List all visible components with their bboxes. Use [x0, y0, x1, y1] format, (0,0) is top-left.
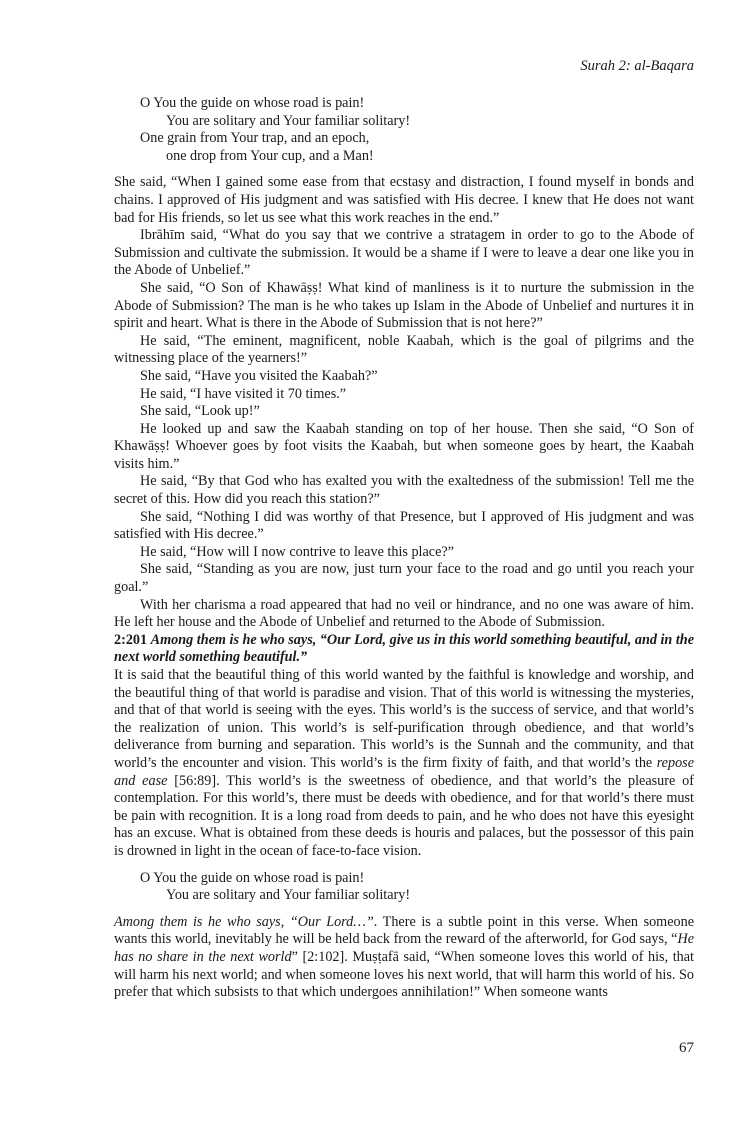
verse-heading — [114, 632, 694, 667]
poem-line: O You the guide on whose road is pain! — [140, 869, 365, 886]
page-number: 67 — [679, 1040, 694, 1056]
story-paragraph: He said, “I have visited it 70 times.” — [140, 385, 347, 402]
poem-line: You are solitary and Your familiar solitary! — [166, 887, 411, 904]
story-paragraph: He said, “By that God who has exalted you with the exaltedness of the submission! Tell me the secret of this. How did you reach this station?” — [114, 473, 694, 508]
commentary-text: It is said that the beautiful thing of this world wanted by the faithful is knowledge and worship, and the beautiful thing of that world is paradise and vision. That of this world is witnessing the mysteries, and that of that world is seeing with the eyes. This world’s is the success of service, and that world’s the realization of union. This world’s is self-purification through obedience, and that world’s deliverance from burning and separation. This world’s is the Sunnah and the community, and that world’s the encounter and vision. This world’s is the firm fixity of faith, and that world’s the — [114, 667, 694, 771]
story-paragraph: He looked up and saw the Kaabah standing on top of her house. Then she said, “O Son of Khawāṣṣ! Whoever goes by foot visits the Kaabah, but when someone goes by heart, the Kaabah visits him.” — [114, 420, 694, 472]
quran-quote: He has no share in the next world — [114, 931, 694, 965]
story-paragraph: He said, “The eminent, magnificent, noble Kaabah, which is the goal of pilgrims and the witnessing place of the yearners!” — [114, 332, 694, 367]
poem-line: One grain from Your trap, and an epoch, — [140, 130, 370, 147]
quran-quote: repose and ease — [114, 754, 694, 789]
story-paragraph: She said, “When I gained some ease from that ecstasy and distraction, I found myself in bonds and chains. I approved of His judgment and was satisfied with His decree. I knew that He does not want bad for His friends, so let us see what this work reaches in the end.” — [114, 174, 694, 226]
story-paragraph: With her charisma a road appeared that had no veil or hindrance, and no one was aware of him. He left her house and the Abode of Unbelief and returned to the Abode of Submission. — [114, 596, 694, 631]
final-text: ” [2:102]. Muṣṭafā said, “When someone loves this world of his, that will harm his next world; and when someone loves his next world, that will harm this world of his. So prefer that which subsists to that which undergoes annihilation!” When someone wants — [114, 948, 694, 1001]
story-paragraph: He said, “How will I now contrive to leave this place?” — [140, 543, 454, 560]
poem-line: one drop from Your cup, and a Man! — [166, 147, 374, 164]
poem-verse-2 — [140, 870, 694, 905]
commentary-text: [56:89]. This world’s is the sweetness of obedience, and that world’s the pleasure of contemplation. For this world’s, there must be deeds with obedience, and for that world’s there must be pain with recognition. It is a long road from deeds to pain, and he who does not have this eyesight has an excuse. What is obtained from these deeds is houris and palaces, but the possessor of this pain is drowned in light in the ocean of face-to-face vision. — [114, 772, 695, 859]
story-paragraph: Ibrāhīm said, “What do you say that we contrive a stratagem in order to go to the Abode of Submission and cultivate the submission. It would be a shame if I were to leave a dear one like you in the Abode of Unbelief.” — [114, 227, 694, 279]
story-paragraph: She said, “Have you visited the Kaabah?” — [140, 367, 378, 384]
verse-text: Among them is he who says, “Our Lord, give us in this world something beautiful, and in the next world something beautiful.” — [114, 631, 694, 666]
story-paragraph: She said, “O Son of Khawāṣṣ! What kind of manliness is it to nurture the submission in the Abode of Submission? The man is he who takes up Islam in the Abode of Unbelief and nurtures it in spirit and heart. What is there in the Abode of Submission that is not here?” — [114, 279, 694, 332]
verse-citation: Among them is he who says, “Our Lord…” — [114, 913, 374, 930]
commentary-paragraph — [114, 667, 694, 861]
poem-line: O You the guide on whose road is pain! — [140, 95, 365, 111]
poem-verse-1 — [140, 95, 694, 165]
final-paragraph — [114, 914, 694, 1002]
poem-line: You are solitary and Your familiar solitary! — [166, 112, 411, 129]
final-text: . There is a subtle point in this verse. When someone wants this world, inevitably he will be held back from the reward of the afterworld, for God says, “ — [114, 913, 695, 948]
story-paragraph: She said, “Nothing I did was worthy of that Presence, but I approved of His judgment and was satisfied with His decree.” — [114, 508, 694, 543]
verse-number: 2:201 — [114, 631, 148, 648]
story-paragraph: She said, “Look up!” — [140, 403, 260, 420]
story-paragraph: She said, “Standing as you are now, just turn your face to the road and go until you reach your goal.” — [114, 561, 694, 596]
running-head: Surah 2: al-Baqara — [580, 58, 694, 74]
page-body — [114, 95, 694, 1002]
